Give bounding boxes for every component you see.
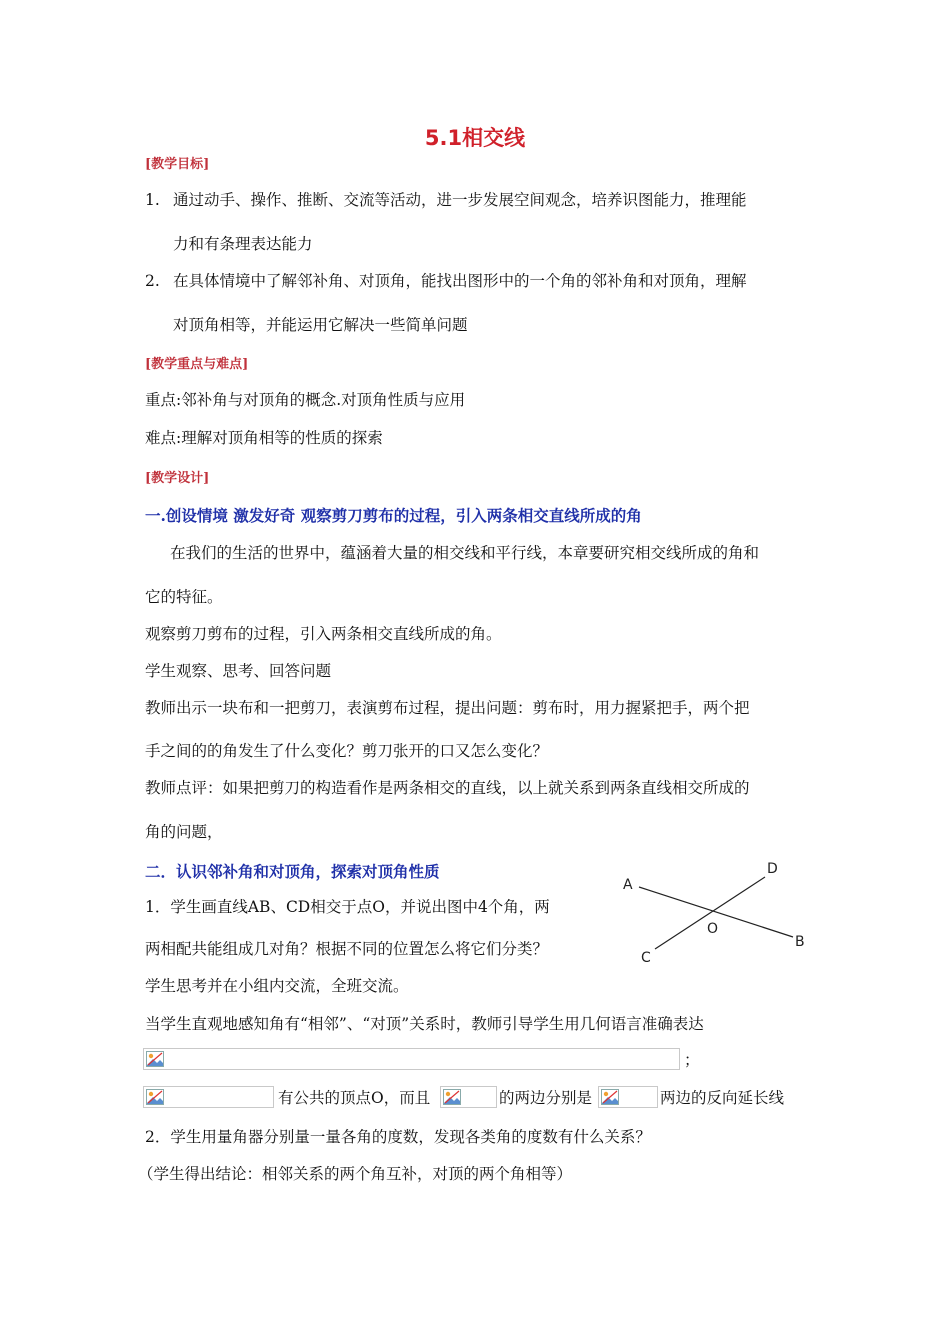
goal-1-number: 1.: [145, 191, 160, 209]
broken-image-icon: [601, 1089, 619, 1105]
question-2: 2．学生用量角器分别量一量各角的度数，发现各类角的度数有什么关系？: [145, 1128, 651, 1146]
broken-image-placeholder: [143, 1086, 274, 1108]
section-1-p1-line-2: 它的特征。: [145, 588, 223, 606]
tag-design: [教学设计]: [145, 471, 210, 486]
goal-1-line-1: 通过动手、操作、推断、交流等活动，进一步发展空间观念，培养识图能力，推理能: [173, 191, 747, 209]
semicolon: ；: [684, 1051, 700, 1069]
goal-2-number: 2.: [145, 272, 160, 290]
tag-goals: [教学目标]: [145, 157, 210, 172]
broken-image-icon: [443, 1089, 461, 1105]
fragment-two-sides: 的两边分别是: [499, 1089, 593, 1107]
question-1-line-2: 两相配共能组成几对角？根据不同的位置怎么将它们分类？: [145, 940, 549, 958]
section-1-heading: 一.创设情境 激发好奇 观察剪刀剪布的过程，引入两条相交直线所成的角: [145, 506, 642, 525]
section-1-p5-line-1: 教师点评：如果把剪刀的构造看作是两条相交的直线，以上就关系到两条直线相交所成的: [145, 779, 750, 797]
section-1-p4-line-2: 手之间的的角发生了什么变化？剪刀张开的口又怎么变化？: [145, 742, 549, 760]
line-cd: [655, 877, 765, 949]
question-2-conclusion: （学生得出结论：相邻关系的两个角互补，对顶的两个角相等）: [138, 1165, 573, 1183]
goal-2-line-1: 在具体情境中了解邻补角、对顶角，能找出图形中的一个角的邻补角和对顶角，理解: [173, 272, 747, 290]
question-1-line-4: 当学生直观地感知角有“相邻”、“对顶”关系时，教师引导学生用几何语言准确表达: [145, 1015, 704, 1033]
question-1-line-1: 1．学生画直线AB、CD相交于点O，并说出图中4个角，两: [145, 898, 550, 916]
label-b: B: [795, 934, 805, 950]
label-o: O: [707, 921, 719, 937]
fragment-reverse-extension: 两边的反向延长线: [660, 1089, 785, 1107]
section-1-p5-line-2: 角的问题，: [145, 823, 223, 841]
question-1-line-3: 学生思考并在小组内交流，全班交流。: [145, 977, 409, 995]
broken-image-icon: [146, 1051, 164, 1067]
intersecting-lines-figure: [615, 855, 815, 970]
section-1-p3: 学生观察、思考、回答问题: [145, 662, 332, 680]
label-a: A: [623, 877, 633, 893]
section-1-p2: 观察剪刀剪布的过程，引入两条相交直线所成的角。: [145, 625, 502, 643]
broken-image-placeholder: [143, 1048, 680, 1070]
key-difficulty: 难点:理解对顶角相等的性质的探索: [145, 429, 383, 447]
goal-2-line-2: 对顶角相等，并能运用它解决一些简单问题: [173, 316, 468, 334]
page-title: 5.1相交线: [424, 126, 526, 150]
section-2-heading: 二．认识邻补角和对顶角，探索对顶角性质: [145, 862, 440, 881]
fragment-common-vertex: 有公共的顶点O，而且: [278, 1089, 431, 1107]
broken-image-icon: [146, 1089, 164, 1105]
tag-key-points: [教学重点与难点]: [145, 357, 249, 372]
section-1-p1-line-1: 在我们的生活的世界中，蕴涵着大量的相交线和平行线，本章要研究相交线所成的角和: [170, 544, 760, 562]
goal-1-line-2: 力和有条理表达能力: [173, 235, 313, 253]
section-1-p4-line-1: 教师出示一块布和一把剪刀，表演剪布过程，提出问题：剪布时，用力握紧把手，两个把: [145, 699, 750, 717]
label-c: C: [641, 950, 651, 966]
broken-image-placeholder: [440, 1086, 497, 1108]
label-d: D: [767, 861, 778, 877]
key-focus: 重点:邻补角与对顶角的概念.对顶角性质与应用: [145, 391, 466, 409]
broken-image-placeholder: [598, 1086, 658, 1108]
